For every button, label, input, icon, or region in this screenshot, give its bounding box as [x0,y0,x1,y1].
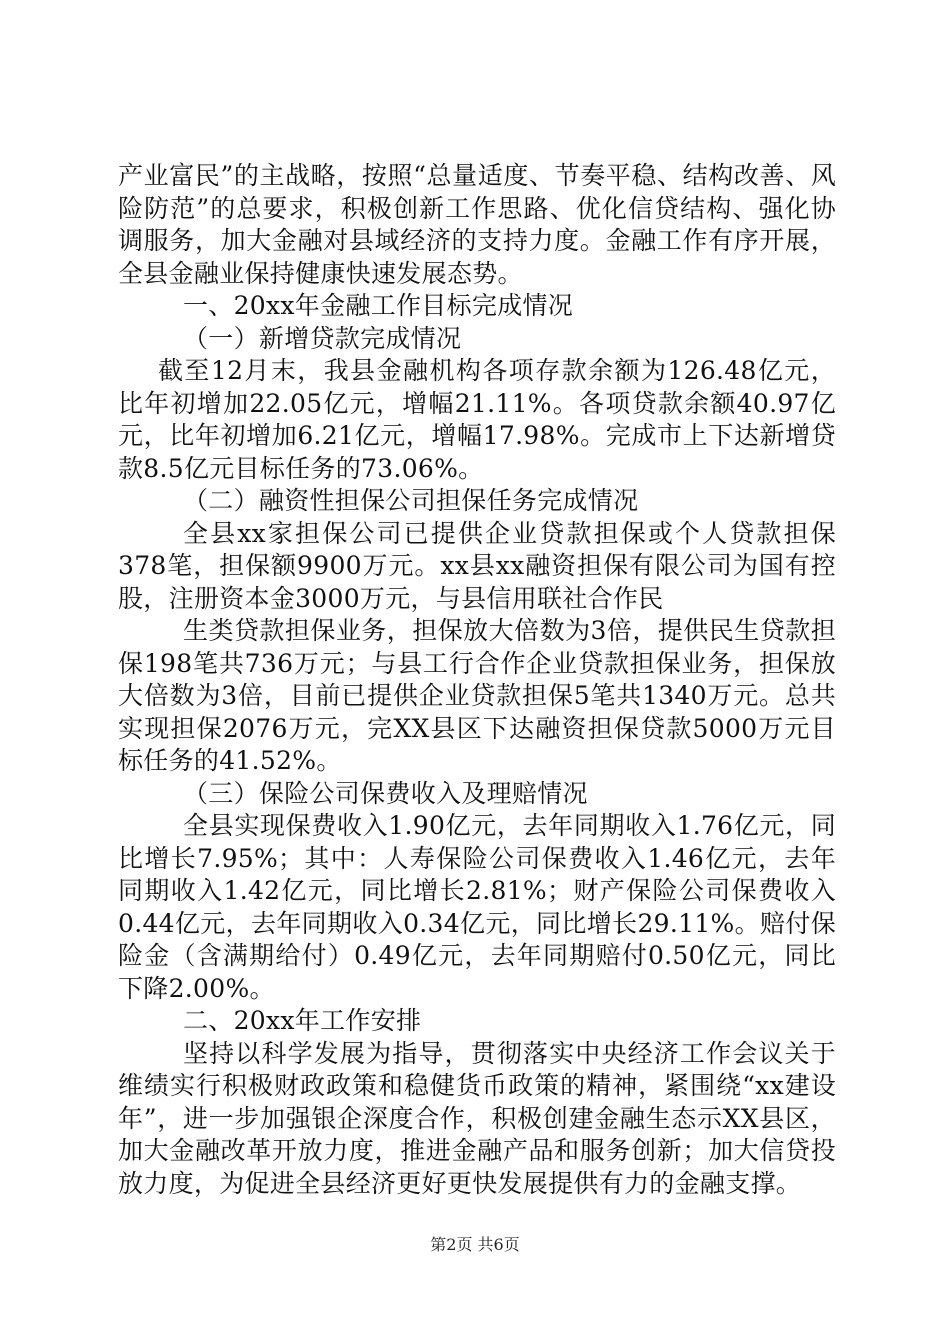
document-body [118,160,836,1200]
section-heading-2: 二、20xx年工作安排 [183,1006,422,1035]
subsection-heading-1: （一）新增贷款完成情况 [183,323,462,353]
paragraph-intro-continuation: 产业富民”的主战略，按照“总量适度、节奏平稳、结构改善、风险防范”的总要求，积极创新工作思路、优化信贷结构、强化协调服务，加大金融对县域经济的支持力度。金融工作有序开展，全县金融业保持健康快速发展态势。 [118,161,836,288]
paragraph-loans: 截至12月末，我县金融机构各项存款余额为126.48亿元，比年初增加22.05亿元，增幅21.11%。各项贷款余额40.97亿元，比年初增加6.21亿元，增幅17.98%。完成市上下达新增贷款8.5亿元目标任务的73.06%。 [118,356,836,483]
subsection-heading-3: （三）保险公司保费收入及理赔情况 [183,778,588,808]
paragraph-guarantee-2: 生类贷款担保业务，担保放大倍数为3倍，提供民生贷款担保198笔共736万元；与县工行合作企业贷款担保业务，担保放大倍数为3倍，目前已提供企业贷款担保5笔共1340万元。总共实现担保2076万元，完XX县区下达融资担保贷款5000万元目标任务的41.52%。 [118,616,836,775]
section-heading-1: 一、20xx年金融工作目标完成情况 [183,291,574,320]
paragraph-plan: 坚持以科学发展为指导，贯彻落实中央经济工作会议关于维绩实行积极财政政策和稳健货币政策的精神，紧围绕“xx建设年”，进一步加强银企深度合作，积极创建金融生态示XX县区，加大金融改革开放力度，推进金融产品和服务创新；加大信贷投放力度，为促进全县经济更好更快发展提供有力的金融支撑。 [118,1038,836,1198]
paragraph-guarantee-1: 全县xx家担保公司已提供企业贷款担保或个人贷款担保378笔，担保额9900万元。xx县xx融资担保有限公司为国有控股，注册资本金3000万元，与县信用联社合作民 [118,518,836,613]
paragraph-insurance: 全县实现保费收入1.90亿元，去年同期收入1.76亿元，同比增长7.95%；其中：人寿保险公司保费收入1.46亿元，去年同期收入1.42亿元，同比增长2.81%；财产保险公司保费收入0.44亿元，去年同期收入0.34亿元，同比增长29.11%。赔付保险金（含满期给付）0.49亿元，去年同期赔付0.50亿元，同比下降2.00%。 [118,811,836,1003]
page-number-footer: 第2页 共6页 [430,1235,520,1254]
subsection-heading-2: （二）融资性担保公司担保任务完成情况 [183,486,639,515]
